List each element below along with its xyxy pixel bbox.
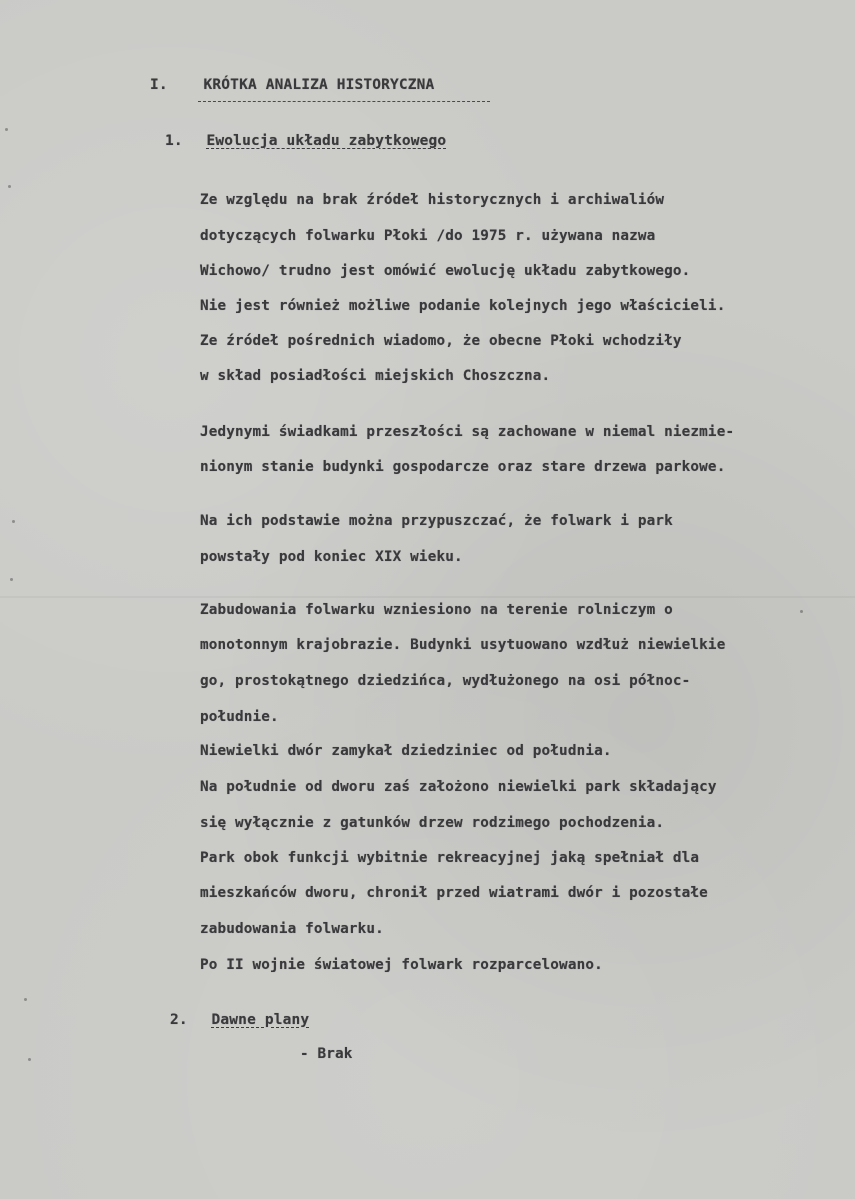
paragraph-line: Wichowo/ trudno jest omówić ewolucję układu zabytkowego. [200, 263, 691, 279]
subsection-number: 1. [165, 133, 183, 149]
section-title: KRÓTKA ANALIZA HISTORYCZNA [203, 77, 435, 93]
paper-speck [5, 128, 8, 131]
subsection-title: Dawne plany [211, 1012, 310, 1028]
paper-speck [28, 1058, 31, 1061]
paragraph-line: Zabudowania folwarku wzniesiono na terenie rolniczym o [200, 602, 673, 618]
section-number: I. [150, 77, 168, 93]
paragraph-line: dotyczących folwarku Płoki /do 1975 r. używana nazwa [200, 228, 656, 244]
paragraph-line: nionym stanie budynki gospodarcze oraz stare drzewa parkowe. [200, 459, 726, 475]
paper-fold [0, 596, 855, 598]
paragraph-line: Po II wojnie światowej folwark rozparcelowano. [200, 957, 603, 973]
list-item: - Brak [300, 1046, 353, 1062]
section-heading [150, 77, 434, 93]
paper-speck [10, 578, 13, 581]
paragraph-line: powstały pod koniec XIX wieku. [200, 549, 463, 565]
paper-speck [24, 998, 27, 1001]
paper-speck [12, 520, 15, 523]
paragraph-line: Niewielki dwór zamykał dziedziniec od południa. [200, 743, 612, 759]
paragraph-line: Nie jest również możliwe podanie kolejnych jego właścicieli. [200, 298, 726, 314]
paragraph-line: południe. [200, 709, 279, 725]
paragraph-line: go, prostokątnego dziedzińca, wydłużonego na osi północ- [200, 673, 691, 689]
paragraph-line: Na ich podstawie można przypuszczać, że folwark i park [200, 513, 673, 529]
subsection-heading [165, 133, 446, 149]
paragraph-line: Park obok funkcji wybitnie rekreacyjnej jaką spełniał dla [200, 850, 700, 866]
paragraph-line: zabudowania folwarku. [200, 921, 384, 937]
paragraph-line: Ze względu na brak źródeł historycznych i archiwaliów [200, 192, 665, 208]
subsection-heading [170, 1012, 309, 1028]
paragraph-line: mieszkańców dworu, chronił przed wiatrami dwór i pozostałe [200, 885, 708, 901]
paragraph-line: Ze źródeł pośrednich wiadomo, że obecne Płoki wchodziły [200, 333, 682, 349]
paragraph-line: w skład posiadłości miejskich Choszczna. [200, 368, 551, 384]
paragraph-line: Na południe od dworu zaś założono niewielki park składający [200, 779, 717, 795]
heading-underline-rule [198, 101, 490, 102]
paper-speck [8, 185, 11, 188]
paragraph-line: się wyłącznie z gatunków drzew rodzimego pochodzenia. [200, 815, 665, 831]
subsection-number: 2. [170, 1012, 188, 1028]
paper-speck [800, 610, 803, 613]
paragraph-line: monotonnym krajobrazie. Budynki usytuowano wzdłuż niewielkie [200, 637, 726, 653]
subsection-title: Ewolucja układu zabytkowego [206, 133, 447, 149]
paragraph-line: Jedynymi świadkami przeszłości są zachowane w niemal niezmie- [200, 424, 735, 440]
